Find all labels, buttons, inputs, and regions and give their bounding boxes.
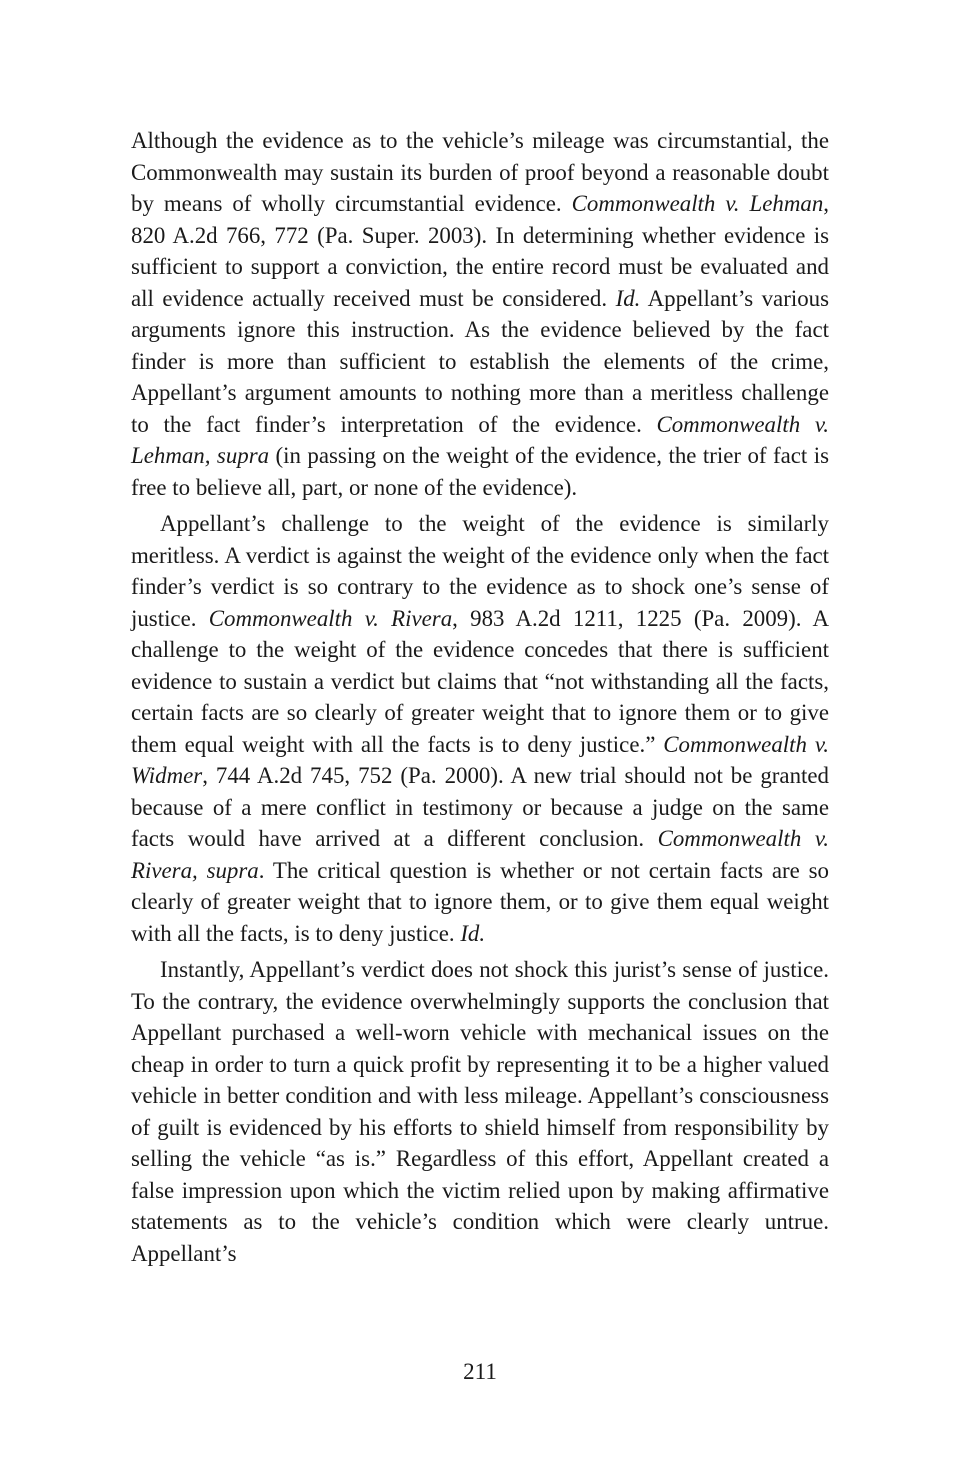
citation-id: Id. (615, 285, 641, 311)
paragraph-2-text: , 983 A.2d 1211, 1225 (Pa. 2009). A challenge to the weight of the evidence concedes that there is sufficient evidence to sustain a verdict but claims that “not withstanding all the facts, certain facts are so clearly of greater weight that to ignore them or to give them equal weight with all the facts is to deny justice.” (131, 605, 829, 757)
paragraph-2-text: . The critical question is whether or not certain facts are so clearly of greater weight that to ignore them, or to give them equal weight with all the facts, is to deny justice. (131, 857, 829, 946)
body-text (131, 125, 829, 1269)
paragraph-1-text: , 820 A.2d 766, 772 (Pa. Super. 2003). In determining whether evidence is sufficient to support a conviction, the entire record must be evaluated and all evidence actually received must be considered. (131, 191, 829, 311)
citation-rivera: Commonwealth v. Rivera (208, 605, 453, 631)
paragraph-3-text: Instantly, Appellant’s verdict does not shock this jurist’s sense of justice. To the contrary, the evidence overwhelmingly supports the conclusion that Appellant purchased a well-worn vehicle with mechanical issues on the cheap in order to turn a quick profit by representing it to be a higher valued vehicle in better condition and with less mileage. Appellant’s consciousness of guilt is evidenced by his efforts to shield himself from responsibility by selling the vehicle “as is.” Regardless of this effort, Appellant created a false impression upon which the victim relied upon by making affirmative statements as to the vehicle’s condition which were clearly untrue. Appellant’s (131, 957, 829, 1266)
paragraph-2 (131, 508, 829, 949)
paragraph-1-text: Appellant’s various arguments ignore this instruction. As the evidence believed by the fact finder is more than sufficient to establish the elements of the crime, Appellant’s argument amounts to nothing more than a meritless challenge to the fact finder’s interpretation of the evidence. (131, 285, 830, 437)
paragraph-3 (131, 954, 829, 1269)
paragraph-2-text: , 744 A.2d 745, 752 (Pa. 2000). A new trial should not be granted because of a mere conflict in testimony or because a judge on the same facts would have arrived at a different conclusion. (131, 763, 829, 851)
citation-lehman-supra: Commonwealth v. Lehman, supra (131, 411, 830, 468)
paragraph-1-text: Although the evidence as to the vehicle’s mileage was circumstantial, the Commonwealth may sustain its burden of proof beyond a reasonable doubt by means of wholly circumstantial evidence. (131, 128, 829, 216)
paragraph-1-text: (in passing on the weight of the evidence, the trier of fact is free to believe all, part, or none of the evidence). (131, 443, 829, 500)
citation-id: Id. (460, 920, 486, 946)
citation-rivera-supra: Commonwealth v. Rivera, supra (131, 826, 829, 883)
paragraph-1 (131, 125, 829, 503)
page-number: 211 (463, 1359, 497, 1384)
paragraph-2-text: Appellant’s challenge to the weight of the evidence is similarly meritless. A verdict is against the weight of the evidence only when the fact finder’s verdict is so contrary to the evidence as to shock one’s sense of justice. (131, 511, 829, 631)
citation-widmer: Commonwealth v. Widmer (131, 731, 830, 788)
citation-lehman: Commonwealth v. Lehman (571, 191, 824, 216)
